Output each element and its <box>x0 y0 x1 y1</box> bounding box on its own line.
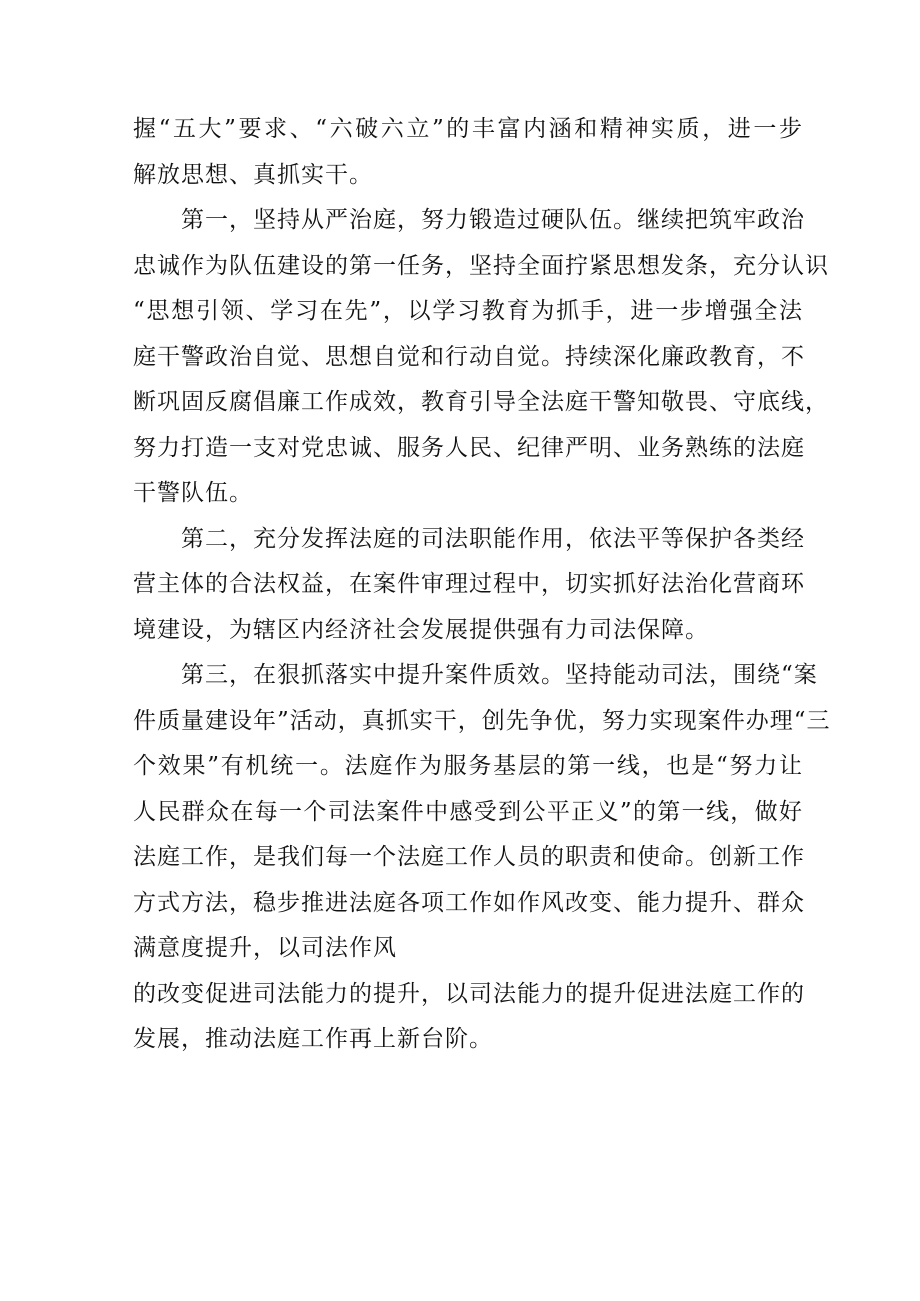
text-line: 第一，坚持从严治庭，努力锻造过硬队伍。继续把筑牢政治 <box>181 207 805 233</box>
text-line: 人民群众在每一个司法案件中感受到公平正义”的第一线，做好 <box>133 798 803 825</box>
text-line: 第二，充分发挥法庭的司法职能作用，依法平等保护各类经 <box>181 525 805 552</box>
text-line: 庭干警政治自觉、思想自觉和行动自觉。持续深化廉政教育，不 <box>133 343 805 370</box>
paragraph-p3 <box>133 653 831 1063</box>
document-body <box>133 107 831 1063</box>
text-line: 件质量建设年”活动，真抓实干，创先争优，努力实现案件办理“三 <box>133 707 831 734</box>
text-line: 发展，推动法庭工作再上新台阶。 <box>133 1026 493 1052</box>
text-line: 解放思想、真抓实干。 <box>133 161 373 188</box>
text-line: 营主体的合法权益，在案件审理过程中，切实抓好法治化营商环 <box>133 571 805 597</box>
text-line: 法庭工作，是我们每一个法庭工作人员的职责和使命。创新工作 <box>133 844 805 870</box>
text-line: 方式方法，稳步推进法庭各项工作如作风改变、能力提升、群众 <box>133 889 805 916</box>
paragraph-p2 <box>133 517 803 654</box>
text-line: 的改变促进司法能力的提升，以司法能力的提升促进法庭工作的 <box>133 980 805 1007</box>
text-line: 个效果”有机统一。法庭作为服务基层的第一线，也是“努力让 <box>133 753 803 779</box>
text-line: “思想引领、学习在先”，以学习教育为抓手，进一步增强全法 <box>133 298 803 324</box>
text-line: 忠诚作为队伍建设的第一任务，坚持全面拧紧思想发条，充分认识 <box>133 252 829 279</box>
paragraph-p1 <box>133 198 829 517</box>
text-line: 断巩固反腐倡廉工作成效，教育引导全法庭干警知敬畏、守底线， <box>133 389 829 415</box>
text-line: 握“五大”要求、“六破六立”的丰富内涵和精神实质，进一步 <box>133 116 803 142</box>
paragraph-p0 <box>133 107 803 198</box>
text-line: 境建设，为辖区内经济社会发展提供强有力司法保障。 <box>133 616 709 643</box>
text-line: 干警队伍。 <box>133 480 253 506</box>
text-line: 努力打造一支对党忠诚、服务人民、纪律严明、业务熟练的法庭 <box>133 434 805 461</box>
text-line: 满意度提升，以司法作风 <box>133 935 397 961</box>
text-line: 第三，在狠抓落实中提升案件质效。坚持能动司法，围绕“案 <box>181 662 818 688</box>
